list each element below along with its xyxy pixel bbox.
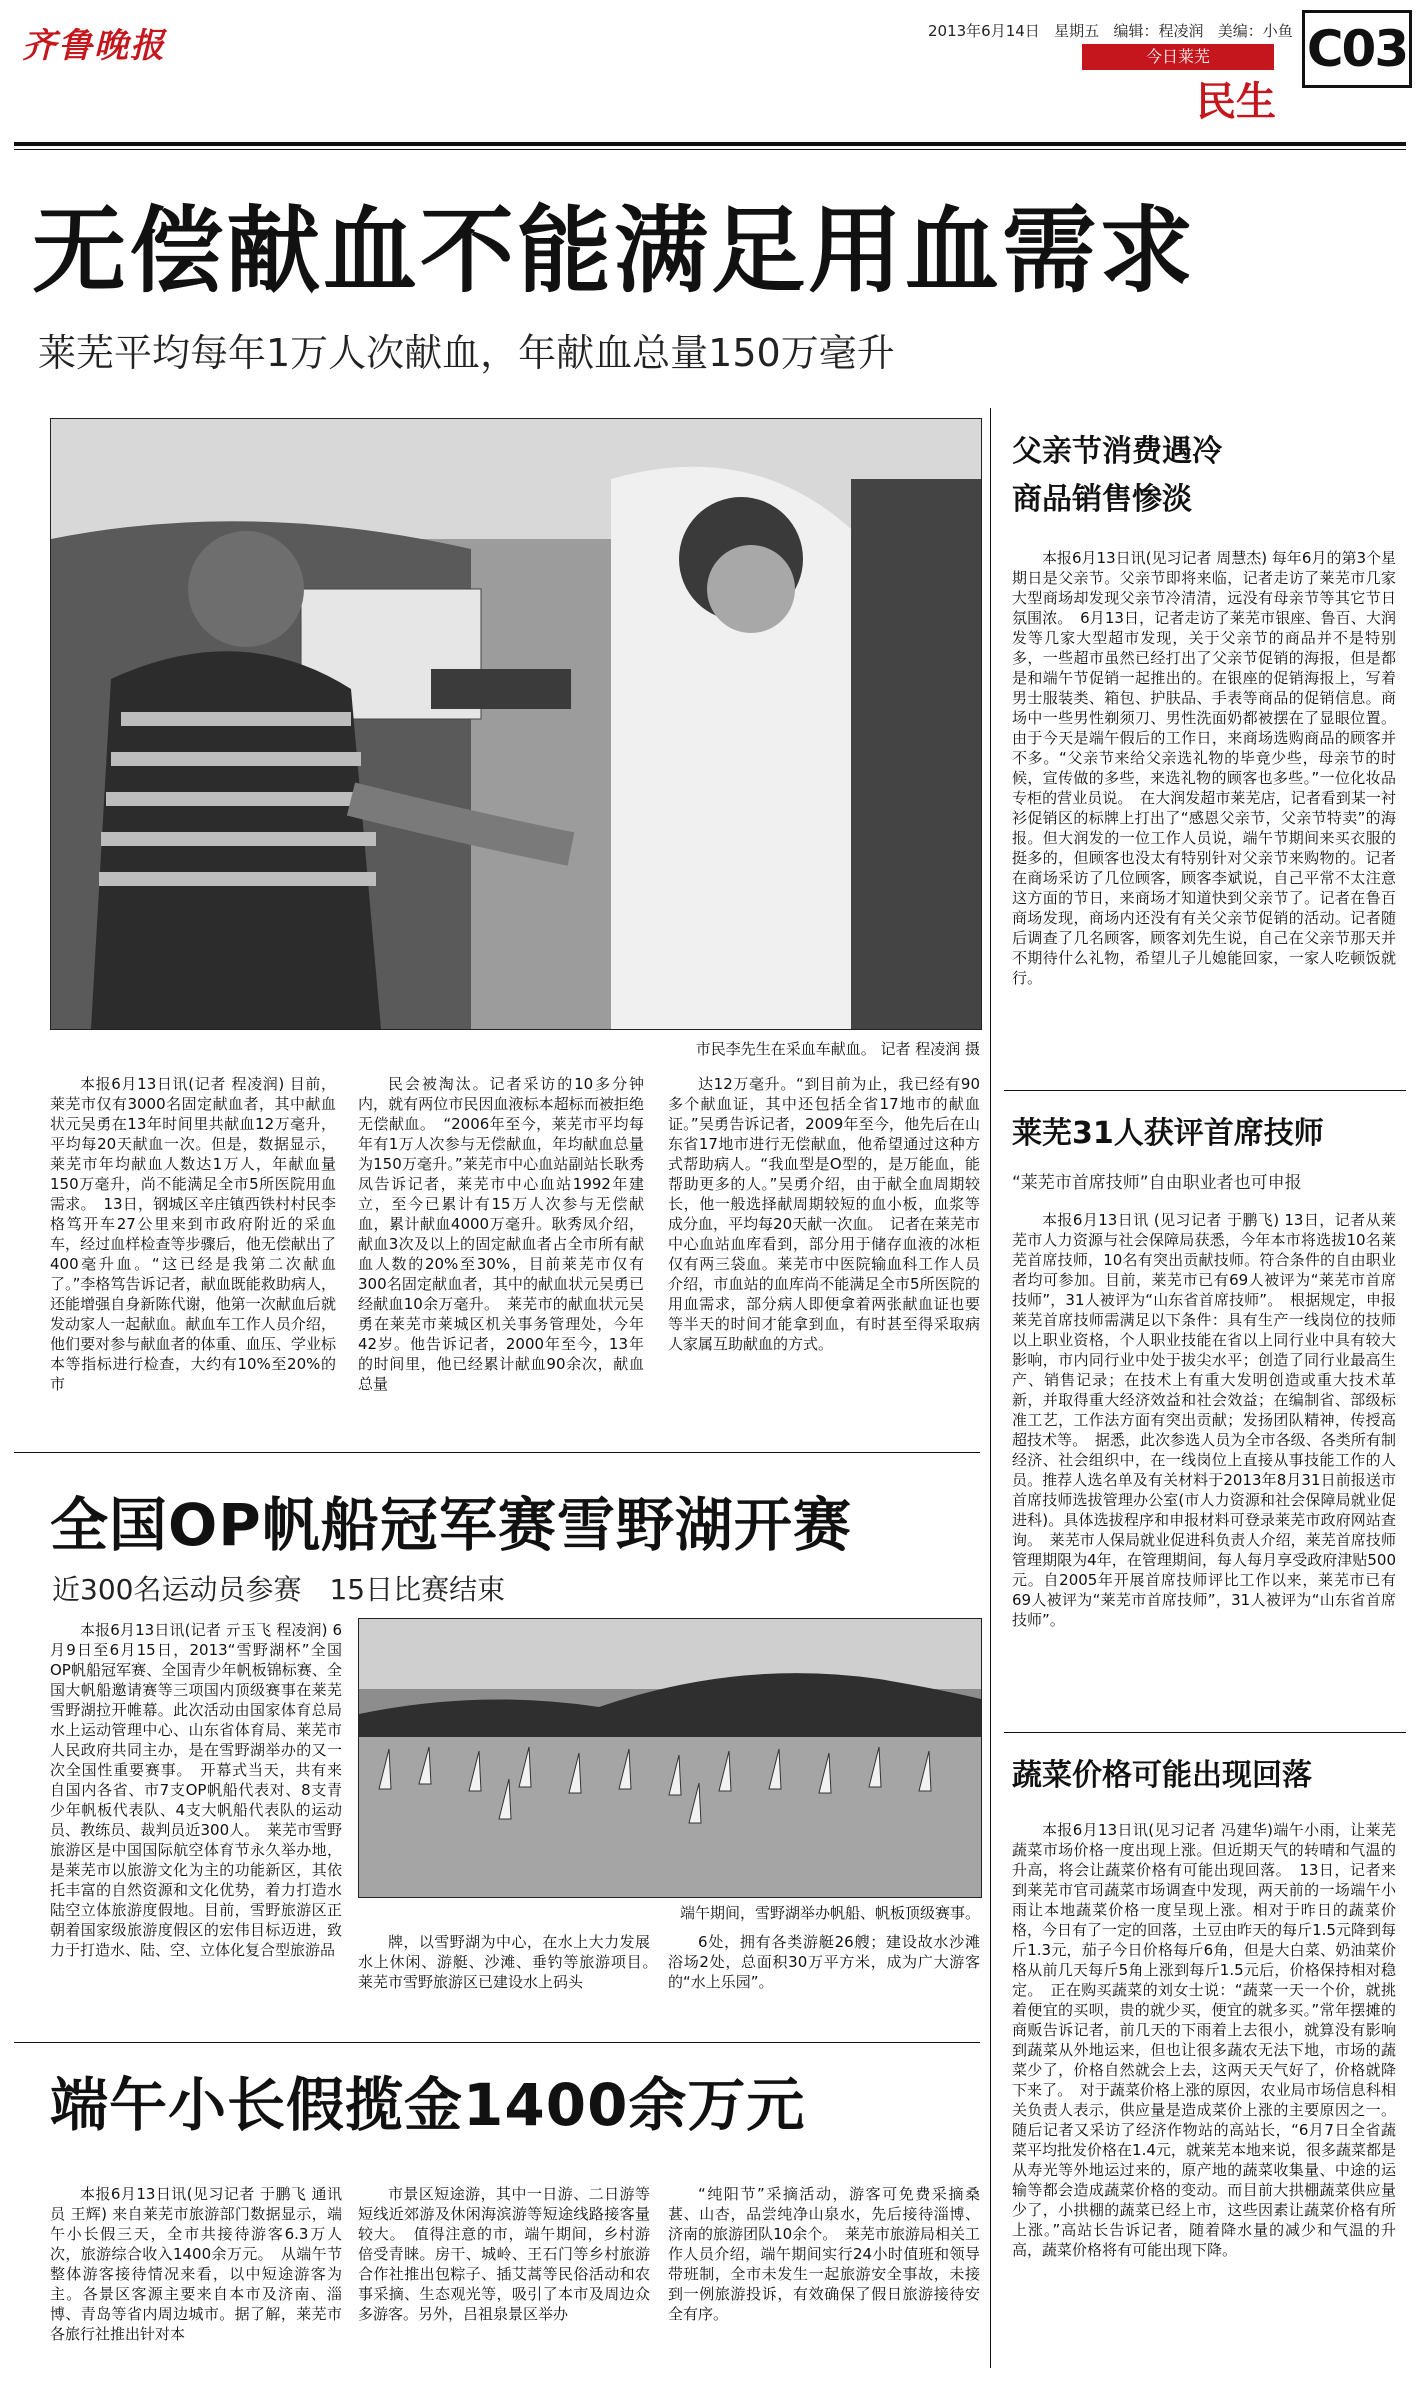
sailing-column-1 [50,1620,342,2032]
holiday-column-3 [668,2184,980,2370]
blood-donation-photo [50,418,982,1030]
sidebar-separator [1004,1090,1406,1091]
sidebar-story1-text: 本报6月13日讯(见习记者 周慧杰) 每年6月的第3个星期日是父亲节。父亲节即将来临，记者走访了莱芜市几家大型商场却发现父亲节冷清清，远没有母亲节等其它节日氛围浓。 6月13日，记者走访了莱芜市银座、鲁百、大润发等几家大型超市发现，关于父亲节的商品并不是特别多，一些超市虽然已经打出了父亲节促销的海报，但是都是和端午节促销一起推出的。在银座的促销海报上，写着男士服装类、箱包、护肤品、手表等商品的促销信息。商场中一些男性剃须刀、男性洗面奶都被摆在了显眼位置。由于今天是端午假后的工作日，来商场选购商品的顾客并不多。“父亲节来给父亲选礼物的毕竟少些，母亲节的时候，宣传做的多些，来选礼物的顾客也多些。”一位化妆品专柜的营业员说。 在大润发超市莱芜店，记者看到某一衬衫促销区的标牌上打出了“感恩父亲节，父亲节特卖”的海报。但大润发的一位工作人员说，端午节期间来买衣服的挺多的，但顾客也没太有特别针对父亲节来购物的。记者在商场采访了几位顾客，顾客李斌说，自己平常不太注意这方面的节日，来商场才知道快到父亲节了。记者在鲁百商场发现，商场内还没有有关父亲节促销的活动。记者随后调查了几名顾客，顾客刘先生说，自己在父亲节那天并不期待什么礼物，希望儿子儿媳能回家，一家人吃顿饭就行。 [1012,549,1396,987]
sailing-regatta-photo [358,1618,982,1898]
sailing-regatta-photo-art [359,1619,981,1897]
designer-credit: 美编：小鱼 [1217,22,1293,40]
story-separator [14,1452,980,1453]
masthead-rule-thin [14,149,1406,150]
holiday-column-1 [50,2184,342,2370]
edition-tag: 今日莱芜 [1082,44,1274,70]
sailing-photo-caption: 端午期间，雪野湖举办帆船、帆板顶级赛事。 [679,1904,980,1922]
sailing-subheadline: 近300名运动员参赛 15日比赛结束 [52,1573,506,1606]
sailing-headline: 全国OP帆船冠军赛雪野湖开赛 [50,1491,852,1559]
main-story-text-3: 达12万毫升。“到目前为止，我已经有90多个献血证，其中还包括全省17地市的献血证。”吴勇告诉记者，2009年至今，他先后在山东省17地市进行无偿献血，他希望通过这种方式帮助病人。“我血型是O型的，是万能血，能帮助更多的人。”吴勇介绍，由于献全血周期较长，他一般选择献周期较短的血小板，血浆等成分血，平均每20天献一次血。 记者在莱芜市中心血站血库看到，部分用于储存血液的冰柜仅有两三袋血。莱芜市中医院输血科工作人员介绍，市血站的血库尚不能满足全市5所医院的用血需求，部分病人即便拿着两张献血证也要等半天的时间才能拿到血，有时甚至得采取病人家属互助献血的方式。 [668,1075,980,1353]
main-photo-caption: 市民李先生在采血车献血。 记者 程凌润 摄 [695,1040,980,1058]
holiday-text-3: “纯阳节”采摘活动，游客可免费采摘桑葚、山杏，品尝纯净山泉水，先后接待淄博、济南的旅游团队10余个。 莱芜市旅游局相关工作人员介绍，端午期间实行24小时值班和领导带班制，全市未发生一起旅游安全事故，未接到一例旅游投诉，有效确保了假日旅游接待安全有序。 [668,2185,980,2323]
newspaper-logo: 齐鲁晚报 [22,26,166,66]
main-story-column-3 [668,1074,980,1436]
main-headline: 无偿献血不能满足用血需求 [32,196,1197,306]
main-story-text-2: 民会被淘汰。记者采访的10多分钟内，就有两位市民因血液标本超标而被拒绝无偿献血。 “2006年至今，莱芜市平均每年有1万人次参与无偿献血，年均献血总量为150万毫升。”莱芜市中心血站副站长耿秀凤告诉记者，莱芜市中心血站1992年建立，至今已累计有15万人次参与无偿献血，累计献血4000万毫升。耿秀凤介绍，献血3次及以上的固定献血者占全市所有献血人数的20%至30%，目前莱芜市仅有300名固定献血者，其中的献血状元吴勇已经献血10余万毫升。 莱芜市的献血状元吴勇在莱芜市莱城区机关事务管理处，今年42岁。他告诉记者，2000年至今，13年的时间里，他已经累计献血90余次，献血总量 [358,1075,644,1393]
section-name: 民生 [1196,79,1276,125]
page-code: C03 [1302,10,1412,88]
blood-donation-photo-art [51,419,981,1029]
sailing-text-3: 6处，拥有各类游艇26艘；建设故水沙滩浴场2处，总面积30万平方米，成为广大游客的“水上乐园”。 [668,1933,980,1991]
sidebar-story2-subheadline: “莱芜市首席技师”自由职业者也可申报 [1012,1173,1302,1193]
sidebar-story1-headline-line2: 商品销售惨淡 [1012,482,1192,517]
sidebar-story1-headline [1012,428,1392,524]
holiday-column-2 [358,2184,650,2370]
sidebar-story3-headline: 蔬菜价格可能出现回落 [1012,1758,1312,1793]
sidebar-story3-body [1012,1820,1396,2370]
sidebar-story1-headline-line1: 父亲节消费遇冷 [1012,434,1222,469]
holiday-text-2: 市景区短途游，其中一日游、二日游等短线近郊游及休闲海滨游等短途线路接客量较大。 值得注意的市，端午期间，乡村游倍受青睐。房干、城岭、王石门等乡村旅游合作社推出包粽子、插艾蒿等民俗活动和农事采摘、生态观光等，吸引了本市及周边众多游客。另外，吕祖泉景区举办 [358,2185,650,2323]
dateline [928,20,1293,41]
sidebar-story2-body [1012,1210,1396,1730]
holiday-text-1: 本报6月13日讯(见习记者 于鹏飞 通讯员 王辉) 来自莱芜市旅游部门数据显示，端午小长假三天，全市共接待游客6.3万人次，旅游综合收入1400余万元。 从端午节整体游客接待情况来看，以中短途游客为主。各景区客源主要来自本市及济南、淄博、青岛等省内周边城市。据了解，莱芜市各旅行社推出针对本 [50,2185,342,2343]
sidebar-story2-text: 本报6月13日讯 (见习记者 于鹏飞) 13日，记者从莱芜市人力资源与社会保障局获悉，今年本市将选拔10名莱芜首席技师，10名有突出贡献技师。符合条件的自由职业者均可参加。目前，莱芜市已有69人被评为“莱芜市首席技师”，31人被评为“山东省首席技师”。 根据规定，申报莱芜首席技师需满足以下条件：具有生产一线岗位的技师以上职业资格，个人职业技能在省以上同行业中具有较大影响，市内同行业中处于拔尖水平；创造了同行业最高生产、销售记录；在技术上有重大发明创造或重大技术革新，并取得重大经济效益和社会效益；在编制省、部级标准工艺，工作法方面有突出贡献；发扬团队精神，传授高超技术等。 据悉，此次参选人员为全市各级、各类所有制经济、社会组织中，在一线岗位上直接从事技能工作的人员。推荐人选名单及有关材料于2013年8月31日前报送市首席技师选拔管理办公室(市人力资源和社会保障局就业促进科)。具体选拔程序和申报材料可登录莱芜市政府网站查询。 莱芜市人保局就业促进科负责人介绍，莱芜首席技师管理期限为4年，在管理期间，每人每月享受政府津贴500元。自2005年开展首席技师评比工作以来，莱芜市已有69人被评为“莱芜市首席技师”，31人被评为“山东省首席技师”。 [1012,1211,1396,1629]
sidebar-story1-body [1012,548,1396,1074]
sidebar-separator [1004,1732,1406,1733]
main-story-text-1: 本报6月13日讯(记者 程凌润) 目前，莱芜市仅有3000名固定献血者，其中献血状元吴勇在13年时间里共献血12万毫升，平均每20天献血一次。但是，数据显示，莱芜市年均献血人数达1万人，年献血量150万毫升，尚不能满足全市5所医院用血需求。 13日，钢城区辛庄镇西铁村村民李格笃开车27公里来到市政府附近的采血车，经过血样检查等步骤后，他无偿献出了400毫升血。“这已经是我第二次献血了。”李格笃告诉记者，献血既能救助病人，还能增强自身新陈代谢，他第一次献血后就发动家人一起献血。献血车工作人员介绍，他们要对参与献血者的体重、血压、学业标本等指标进行检查，大约有10%至20%的市 [50,1075,336,1393]
masthead-rule [14,142,1406,146]
holiday-headline: 端午小长假揽金1400余万元 [50,2071,806,2139]
editor-credit: 编辑：程凌润 [1113,22,1204,40]
main-story-column-2 [358,1074,644,1436]
sailing-text-2: 牌，以雪野湖为中心，在水上大力发展水上休闲、游艇、沙滩、垂钓等旅游项目。 莱芜市雪野旅游区已建设水上码头 [358,1933,666,1991]
story-separator [14,2042,980,2043]
sidebar-story3-text: 本报6月13日讯(见习记者 冯建华)端午小雨，让莱芜蔬菜市场价格一度出现上涨。但近期天气的转晴和气温的升高，将会让蔬菜价格有可能出现回落。 13日，记者来到莱芜市官司蔬菜市场调查中发现，两天前的一场端午小雨让本地蔬菜价格一度呈现上涨。相对于昨日的蔬菜价格，今日有了一定的回落，土豆由昨天的每斤1.5元降到每斤1.3元，茄子今日价格每斤6角，但是大白菜、奶油菜价格从前几天每斤5角上涨到每斤1.5元后，价格保持相对稳定。 正在购买蔬菜的刘女士说：“蔬菜一天一个价，就挑着便宜的买呗，贵的就少买，便宜的就多买。”常年摆摊的商贩告诉记者，前几天的下雨着上去很小，就算没有影响到蔬菜从外地运来，但也让很多蔬农无法下地，市场的蔬菜少了，价格自然就会上去，这两天天气好了，价格就降下来了。 对于蔬菜价格上涨的原因，农业局市场信息科相关负责人表示，供应量是造成菜价上涨的主要原因之一。随后记者又采访了经济作物站的高站长，“6月7日全省蔬菜平均批发价格在1.4元，就莱芜本地来说，很多蔬菜都是从寿光等外地运过来的，原产地的蔬菜收集量、中途的运输等都会造成蔬菜价格的变动。而目前大拱棚蔬菜供应量少了，小拱棚的蔬菜已经上市，这些因素让蔬菜价格有所上涨。”高站长告诉记者，随着降水量的减少和气温的升高，蔬菜价格将有可能出现下降。 [1012,1821,1396,2259]
weekday: 星期五 [1054,22,1100,40]
column-divider [990,408,991,2368]
sidebar-story2-headline: 莱芜31人获评首席技师 [1012,1116,1324,1151]
sailing-column-2 [358,1932,666,2032]
issue-date: 2013年6月14日 [928,22,1040,40]
main-story-column-1 [50,1074,336,1436]
main-subheadline: 莱芜平均每年1万人次献血，年献血总量150万毫升 [38,331,895,375]
sailing-text-1: 本报6月13日讯(记者 亓玉飞 程凌润) 6月9日至6月15日，2013“雪野湖杯”全国OP帆船冠军赛、全国青少年帆板锦标赛、全国大帆船邀请赛等三项国内顶级赛事在莱芜雪野湖拉开帷幕。此次活动由国家体育总局水上运动管理中心、山东省体育局、莱芜市人民政府共同主办，是在雪野湖举办的又一次全国性重要赛事。 开幕式当天，共有来自国内各省、市7支OP帆船代表对、8支青少年帆板代表队、4支大帆船代表队的运动员、教练员、裁判员近300人。 莱芜市雪野旅游区是中国国际航空体育节永久举办地，是莱芜市以旅游文化为主的功能新区，其依托丰富的自然资源和文化优势，着力打造水陆空立体旅游度假地。目前，雪野旅游区正朝着国家级旅游度假区的宏伟目标迈进，致力于打造水、陆、空、立体化复合型旅游品 [50,1621,342,1959]
sailing-column-3 [668,1932,980,2032]
